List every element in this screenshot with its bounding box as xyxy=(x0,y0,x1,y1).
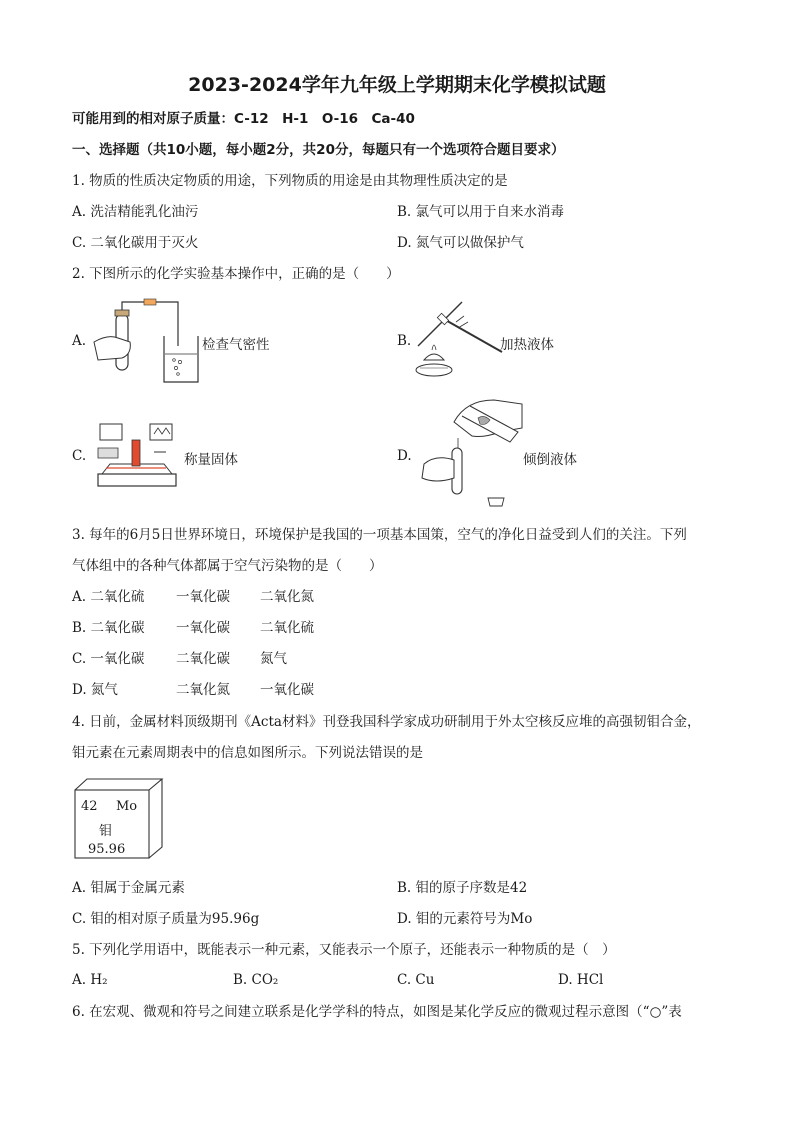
airtightness-check-illustration xyxy=(88,298,208,386)
q3-stem-line1: 3. 每年的6月5日世界环境日，环境保护是我国的一项基本国策，空气的净化日益受到人们的关注。下列 xyxy=(72,527,687,543)
q4-option-d: D. 钼的元素符号为Mo xyxy=(397,911,533,927)
q1-stem: 1. 物质的性质决定物质的用途，下列物质的用途是由其物理性质决定的是 xyxy=(72,173,508,189)
q2-option-a-label: 检查气密性 xyxy=(202,337,270,353)
q3-option-d-gas1: D. 氮气 xyxy=(72,682,118,698)
q3-option-a xyxy=(72,588,314,606)
q3-option-a-gas2: 一氧化碳 xyxy=(176,589,230,605)
q5-option-b: B. CO₂ xyxy=(233,972,279,988)
section-heading: 一、选择题（共10小题，每小题2分，共20分，每题只有一个选项符合题目要求） xyxy=(72,142,565,158)
atomic-mass-note: 可能用到的相对原子质量：C-12 H-1 O-16 Ca-40 xyxy=(72,111,415,127)
element-atomic-number: 42 xyxy=(81,799,98,814)
q3-option-b-gas1: B. 二氧化碳 xyxy=(72,620,145,636)
q1-option-d: D. 氮气可以做保护气 xyxy=(397,235,524,251)
q4-option-b: B. 钼的原子序数是42 xyxy=(397,880,528,896)
q2-option-b-letter: B. xyxy=(397,333,412,349)
q5-option-d: D. HCl xyxy=(558,972,604,988)
q2-stem: 2. 下图所示的化学实验基本操作中，正确的是（ ） xyxy=(72,266,400,282)
q3-option-b xyxy=(72,619,314,637)
q3-option-a-gas1: A. 二氧化硫 xyxy=(72,589,145,605)
q3-option-d xyxy=(72,681,314,699)
q3-option-c xyxy=(72,650,287,668)
element-name: 钼 xyxy=(99,824,113,839)
q2-option-b-label: 加热液体 xyxy=(500,337,554,353)
q3-option-c-gas1: C. 一氧化碳 xyxy=(72,651,145,667)
q5-option-a: A. H₂ xyxy=(72,972,108,988)
q1-option-a: A. 洗洁精能乳化油污 xyxy=(72,204,199,220)
q4-stem-line2: 钼元素在元素周期表中的信息如图所示。下列说法错误的是 xyxy=(72,745,423,761)
element-atomic-mass: 95.96 xyxy=(88,842,126,857)
heating-liquid-illustration xyxy=(412,296,504,382)
q2-option-d-letter: D. xyxy=(397,448,412,464)
weighing-solid-illustration xyxy=(88,418,184,490)
q3-option-c-gas3: 氮气 xyxy=(260,651,287,667)
q2-option-d-label: 倾倒液体 xyxy=(523,452,577,468)
q6-stem: 6. 在宏观、微观和符号之间建立联系是化学学科的特点，如图是某化学反应的微观过程示意图（“○”表 xyxy=(72,1004,682,1020)
page-title: 2023-2024学年九年级上学期期末化学模拟试题 xyxy=(188,74,606,96)
q2-option-c-label: 称量固体 xyxy=(184,452,238,468)
q1-option-b: B. 氯气可以用于自来水消毒 xyxy=(397,204,565,220)
q3-stem-line2: 气体组中的各种气体都属于空气污染物的是（ ） xyxy=(72,558,383,574)
q3-option-b-gas3: 二氧化硫 xyxy=(260,620,314,636)
q5-option-c: C. Cu xyxy=(397,972,435,988)
q2-option-a-letter: A. xyxy=(72,333,87,349)
q3-option-d-gas3: 一氧化碳 xyxy=(260,682,314,698)
q2-option-c-letter: C. xyxy=(72,448,87,464)
q3-option-d-gas2: 二氧化氮 xyxy=(176,682,230,698)
pouring-liquid-illustration xyxy=(414,394,526,510)
element-symbol: Mo xyxy=(116,799,138,814)
q4-stem-line1: 4. 日前，金属材料顶级期刊《Acta材料》刊登我国科学家成功研制用于外太空核反应堆的高强韧钼合金， xyxy=(72,714,701,730)
q3-option-a-gas3: 二氧化氮 xyxy=(260,589,314,605)
q4-option-a: A. 钼属于金属元素 xyxy=(72,880,185,896)
q4-option-c: C. 钼的相对原子质量为95.96g xyxy=(72,911,260,927)
q5-stem: 5. 下列化学用语中，既能表示一种元素，又能表示一个原子，还能表示一种物质的是（ ） xyxy=(72,942,616,958)
q3-option-b-gas2: 一氧化碳 xyxy=(176,620,230,636)
q1-option-c: C. 二氧化碳用于灭火 xyxy=(72,235,199,251)
element-tile-molybdenum xyxy=(74,778,164,860)
q3-option-c-gas2: 二氧化碳 xyxy=(176,651,230,667)
